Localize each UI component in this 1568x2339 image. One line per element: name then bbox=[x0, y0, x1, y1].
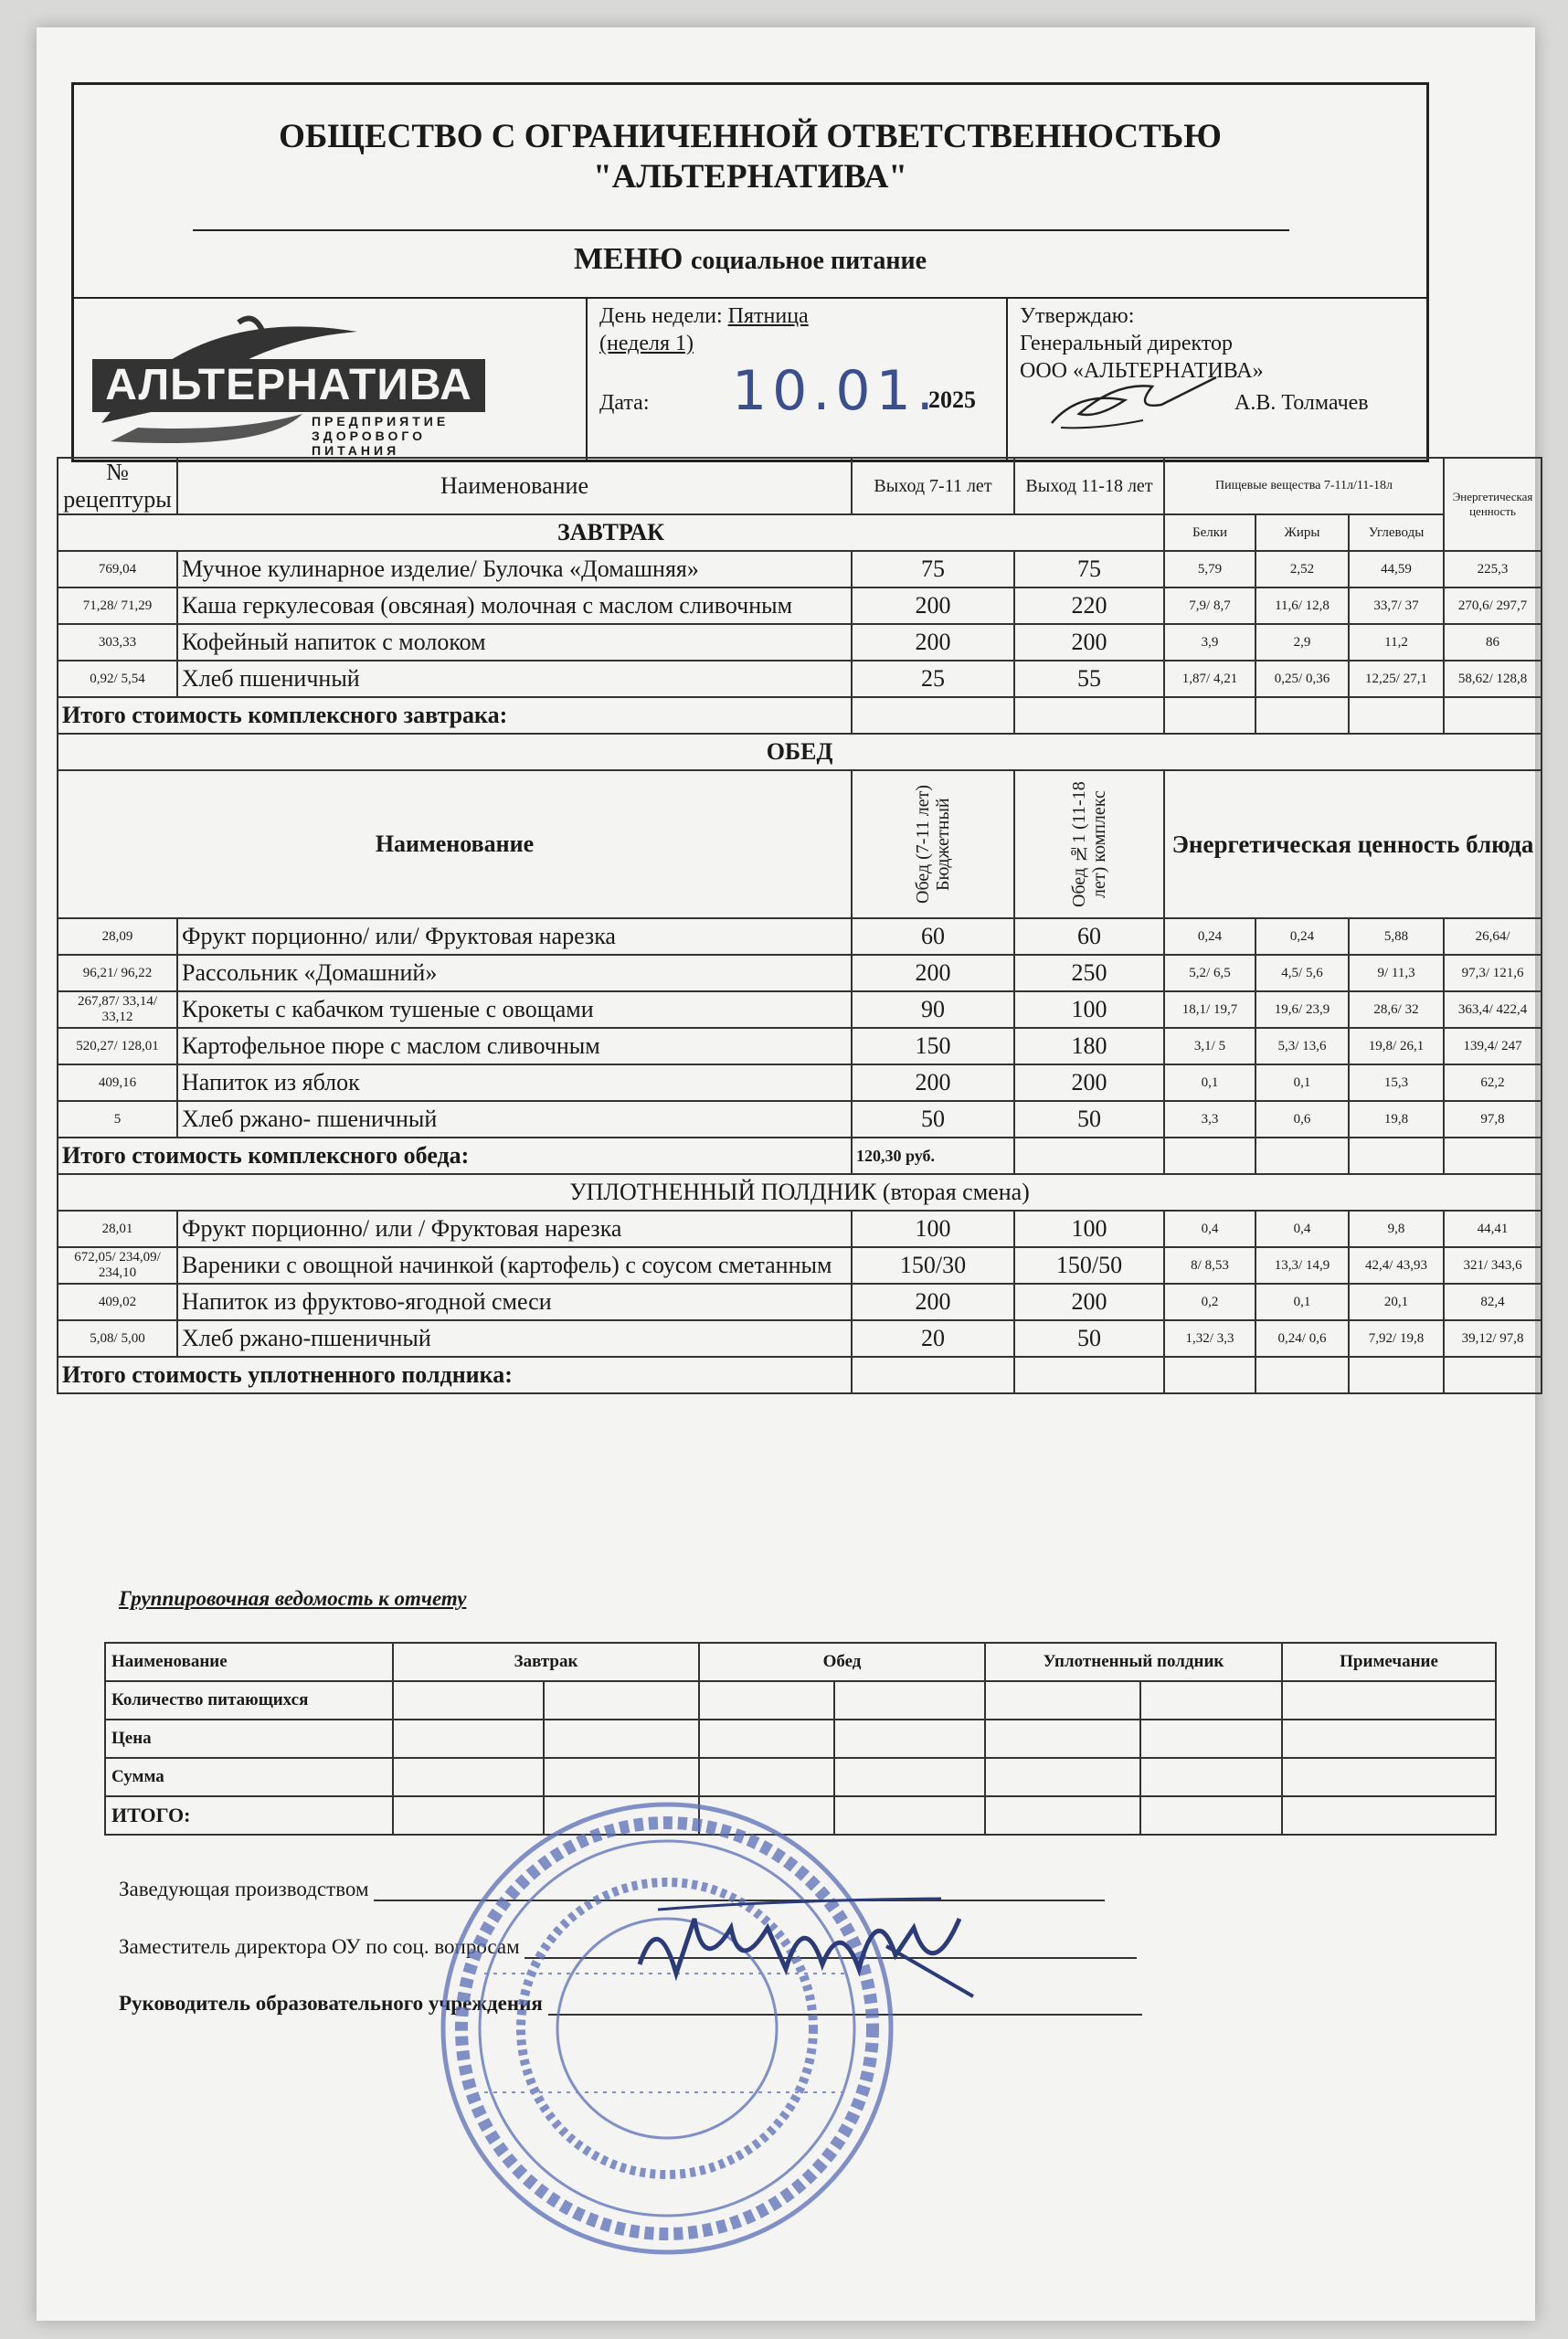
carbs-value: 9/ 11,3 bbox=[1349, 955, 1444, 991]
grouping-header-row bbox=[105, 1643, 1496, 1681]
grouping-row-label: ИТОГО: bbox=[105, 1796, 393, 1835]
recipe-number: 5 bbox=[58, 1101, 177, 1138]
recipe-number: 409,02 bbox=[58, 1284, 177, 1320]
output-11-18: 200 bbox=[1014, 624, 1164, 661]
output-11-18: 50 bbox=[1014, 1320, 1164, 1357]
dish-name: Фрукт порционно/ или/ Фруктовая нарезка bbox=[177, 918, 852, 955]
menu-item-row bbox=[58, 551, 1542, 587]
energy-value: 97,3/ 121,6 bbox=[1444, 955, 1542, 991]
proteins-value: 5,79 bbox=[1164, 551, 1255, 587]
dish-name: Крокеты с кабачком тушеные с овощами bbox=[177, 991, 852, 1028]
carbs-value: 19,8/ 26,1 bbox=[1349, 1028, 1444, 1064]
col-header-output-7-11: Выход 7-11 лет bbox=[852, 458, 1014, 514]
col-header-output-11-18: Выход 11-18 лет bbox=[1014, 458, 1164, 514]
weekday-info bbox=[599, 302, 809, 357]
logo-tagline bbox=[312, 414, 449, 458]
total-value-lunch: 120,30 руб. bbox=[852, 1138, 1014, 1174]
dish-name: Кофейный напиток с молоком bbox=[177, 624, 852, 661]
carbs-value: 12,25/ 27,1 bbox=[1349, 661, 1444, 697]
carbs-value: 42,4/ 43,93 bbox=[1349, 1247, 1444, 1284]
proteins-value: 8/ 8,53 bbox=[1164, 1247, 1255, 1284]
menu-item-row bbox=[58, 1101, 1542, 1138]
proteins-value: 0,24 bbox=[1164, 918, 1255, 955]
section-row-lunch bbox=[58, 734, 1542, 770]
total-row-breakfast bbox=[58, 697, 1542, 734]
carbs-value: 20,1 bbox=[1349, 1284, 1444, 1320]
recipe-number: 5,08/ 5,00 bbox=[58, 1320, 177, 1357]
lunch-col-header-11-18: Обед №1 (11-18 лет) комплекс bbox=[1069, 781, 1109, 907]
energy-value: 139,4/ 247 bbox=[1444, 1028, 1542, 1064]
energy-value: 26,64/ bbox=[1444, 918, 1542, 955]
output-11-18: 60 bbox=[1014, 918, 1164, 955]
menu-item-row bbox=[58, 1284, 1542, 1320]
fats-value: 4,5/ 5,6 bbox=[1255, 955, 1349, 991]
total-row-snack bbox=[58, 1357, 1542, 1393]
approval-line-2: Генеральный директор bbox=[1020, 332, 1234, 355]
output-7-11: 20 bbox=[852, 1320, 1014, 1357]
director-signature bbox=[1043, 364, 1225, 437]
fats-value: 2,52 bbox=[1255, 551, 1349, 587]
date-label: Дата: bbox=[599, 391, 650, 415]
energy-value: 86 bbox=[1444, 624, 1542, 661]
output-11-18: 180 bbox=[1014, 1028, 1164, 1064]
carbs-value: 9,8 bbox=[1349, 1211, 1444, 1247]
menu-title-sub: социальное питание bbox=[690, 247, 927, 275]
table-header-row bbox=[58, 458, 1542, 514]
output-7-11: 100 bbox=[852, 1211, 1014, 1247]
grouping-row-label: Количество питающихся bbox=[105, 1681, 393, 1720]
recipe-number: 28,01 bbox=[58, 1211, 177, 1247]
proteins-value: 0,4 bbox=[1164, 1211, 1255, 1247]
dish-name: Хлеб пшеничный bbox=[177, 661, 852, 697]
grouping-title: Группировочная ведомость к отчету bbox=[119, 1587, 467, 1610]
proteins-value: 5,2/ 6,5 bbox=[1164, 955, 1255, 991]
carbs-value: 44,59 bbox=[1349, 551, 1444, 587]
section-row-breakfast bbox=[58, 514, 1542, 551]
output-7-11: 150 bbox=[852, 1028, 1014, 1064]
lunch-rows bbox=[58, 918, 1542, 1138]
proteins-value: 1,87/ 4,21 bbox=[1164, 661, 1255, 697]
output-11-18: 100 bbox=[1014, 1211, 1164, 1247]
recipe-number: 96,21/ 96,22 bbox=[58, 955, 177, 991]
output-7-11: 90 bbox=[852, 991, 1014, 1028]
output-7-11: 200 bbox=[852, 587, 1014, 624]
output-7-11: 50 bbox=[852, 1101, 1014, 1138]
output-11-18: 50 bbox=[1014, 1101, 1164, 1138]
menu-title bbox=[74, 242, 1426, 277]
grouping-row bbox=[105, 1720, 1496, 1758]
menu-item-row bbox=[58, 991, 1542, 1028]
total-row-lunch bbox=[58, 1138, 1542, 1174]
company-logo bbox=[83, 313, 558, 458]
dish-name: Фрукт порционно/ или / Фруктовая нарезка bbox=[177, 1211, 852, 1247]
recipe-number: 769,04 bbox=[58, 551, 177, 587]
output-7-11: 200 bbox=[852, 955, 1014, 991]
menu-item-row bbox=[58, 1064, 1542, 1101]
energy-value: 97,8 bbox=[1444, 1101, 1542, 1138]
official-stamp bbox=[429, 1791, 905, 2266]
recipe-number: 672,05/ 234,09/ 234,10 bbox=[58, 1247, 177, 1284]
grouping-col-name: Наименование bbox=[105, 1643, 393, 1681]
grouping-row-label: Цена bbox=[105, 1720, 393, 1758]
output-7-11: 200 bbox=[852, 1064, 1014, 1101]
divider bbox=[1006, 297, 1008, 460]
proteins-value: 3,9 bbox=[1164, 624, 1255, 661]
logo-tagline-1: ПРЕДПРИЯТИЕ bbox=[312, 414, 450, 429]
dish-name: Каша геркулесовая (овсяная) молочная с маслом сливочным bbox=[177, 587, 852, 624]
fats-value: 11,6/ 12,8 bbox=[1255, 587, 1349, 624]
signature-label: Руководитель образовательного учреждения bbox=[119, 1992, 543, 2015]
dish-name: Напиток из яблок bbox=[177, 1064, 852, 1101]
grouping-row-label: Сумма bbox=[105, 1758, 393, 1796]
menu-table bbox=[57, 457, 1542, 1394]
breakfast-rows bbox=[58, 551, 1542, 697]
dish-name: Хлеб ржано- пшеничный bbox=[177, 1101, 852, 1138]
fats-value: 0,24/ 0,6 bbox=[1255, 1320, 1349, 1357]
carbs-value: 28,6/ 32 bbox=[1349, 991, 1444, 1028]
section-title-breakfast: ЗАВТРАК bbox=[58, 514, 1164, 551]
col-header-number: № рецептуры bbox=[58, 458, 177, 514]
signature-label: Заведующая производством bbox=[119, 1878, 369, 1900]
output-7-11: 75 bbox=[852, 551, 1014, 587]
recipe-number: 409,16 bbox=[58, 1064, 177, 1101]
weekday-value: Пятница bbox=[727, 304, 809, 328]
recipe-number: 303,33 bbox=[58, 624, 177, 661]
energy-value: 62,2 bbox=[1444, 1064, 1542, 1101]
dish-name: Вареники с овощной начинкой (картофель) с соусом сметанным bbox=[177, 1247, 852, 1284]
date-year: 2025 bbox=[928, 386, 976, 413]
output-11-18: 220 bbox=[1014, 587, 1164, 624]
col-header-carbs: Углеводы bbox=[1349, 514, 1444, 551]
org-line-1: ОБЩЕСТВО С ОГРАНИЧЕННОЙ ОТВЕТСТВЕННОСТЬЮ bbox=[279, 118, 1222, 155]
divider bbox=[193, 229, 1289, 231]
menu-item-row bbox=[58, 918, 1542, 955]
director-name: А.В. Толмачев bbox=[1234, 391, 1369, 415]
section-row-snack bbox=[58, 1174, 1542, 1211]
recipe-number: 267,87/ 33,14/ 33,12 bbox=[58, 991, 177, 1028]
proteins-value: 7,9/ 8,7 bbox=[1164, 587, 1255, 624]
total-label-breakfast: Итого стоимость комплексного завтрака: bbox=[58, 697, 852, 734]
carbs-value: 5,88 bbox=[1349, 918, 1444, 955]
energy-value: 44,41 bbox=[1444, 1211, 1542, 1247]
divider bbox=[74, 297, 1426, 299]
output-7-11: 200 bbox=[852, 624, 1014, 661]
fats-value: 0,24 bbox=[1255, 918, 1349, 955]
col-header-name: Наименование bbox=[177, 458, 852, 514]
section-title-snack: УПЛОТНЕННЫЙ ПОЛДНИК (вторая смена) bbox=[58, 1174, 1542, 1211]
energy-value: 82,4 bbox=[1444, 1284, 1542, 1320]
grouping-col-breakfast: Завтрак bbox=[393, 1643, 699, 1681]
recipe-number: 71,28/ 71,29 bbox=[58, 587, 177, 624]
lunch-header-row bbox=[58, 770, 1542, 918]
fats-value: 0,4 bbox=[1255, 1211, 1349, 1247]
energy-value: 58,62/ 128,8 bbox=[1444, 661, 1542, 697]
menu-item-row bbox=[58, 1211, 1542, 1247]
menu-item-row bbox=[58, 587, 1542, 624]
col-header-nutrients: Пищевые вещества 7-11л/11-18л bbox=[1164, 458, 1444, 514]
menu-item-row bbox=[58, 661, 1542, 697]
fats-value: 0,1 bbox=[1255, 1284, 1349, 1320]
week-number: (неделя 1) bbox=[599, 332, 694, 355]
fats-value: 13,3/ 14,9 bbox=[1255, 1247, 1349, 1284]
section-title-lunch: ОБЕД bbox=[58, 734, 1542, 770]
lunch-col-header-energy: Энергетическая ценность блюда bbox=[1164, 770, 1542, 918]
dish-name: Рассольник «Домашний» bbox=[177, 955, 852, 991]
dish-name: Напиток из фруктово-ягодной смеси bbox=[177, 1284, 852, 1320]
snack-rows bbox=[58, 1211, 1542, 1357]
lunch-col-header-7-11: Обед (7-11 лет) Бюджетный bbox=[913, 785, 953, 904]
signature-label: Заместитель директора ОУ по соц. вопросам bbox=[119, 1935, 520, 1958]
menu-item-row bbox=[58, 624, 1542, 661]
grouping-col-note: Примечание bbox=[1282, 1643, 1496, 1681]
total-label-snack: Итого стоимость уплотненного полдника: bbox=[58, 1357, 852, 1393]
weekday-label: День недели: bbox=[599, 304, 723, 328]
output-11-18: 250 bbox=[1014, 955, 1164, 991]
fats-value: 19,6/ 23,9 bbox=[1255, 991, 1349, 1028]
grouping-col-snack: Уплотненный полдник bbox=[985, 1643, 1282, 1681]
output-11-18: 200 bbox=[1014, 1064, 1164, 1101]
energy-value: 363,4/ 422,4 bbox=[1444, 991, 1542, 1028]
output-11-18: 75 bbox=[1014, 551, 1164, 587]
carbs-value: 33,7/ 37 bbox=[1349, 587, 1444, 624]
proteins-value: 0,1 bbox=[1164, 1064, 1255, 1101]
output-11-18: 200 bbox=[1014, 1284, 1164, 1320]
output-11-18: 150/50 bbox=[1014, 1247, 1164, 1284]
carbs-value: 15,3 bbox=[1349, 1064, 1444, 1101]
carbs-value: 19,8 bbox=[1349, 1101, 1444, 1138]
output-7-11: 200 bbox=[852, 1284, 1014, 1320]
col-header-fats: Жиры bbox=[1255, 514, 1349, 551]
header-block bbox=[71, 82, 1429, 462]
energy-value: 270,6/ 297,7 bbox=[1444, 587, 1542, 624]
proteins-value: 3,3 bbox=[1164, 1101, 1255, 1138]
carbs-value: 11,2 bbox=[1349, 624, 1444, 661]
col-header-proteins: Белки bbox=[1164, 514, 1255, 551]
organization-name bbox=[74, 117, 1426, 197]
head-signature bbox=[630, 1891, 987, 2001]
output-7-11: 150/30 bbox=[852, 1247, 1014, 1284]
proteins-value: 0,2 bbox=[1164, 1284, 1255, 1320]
logo-wordmark: АЛЬТЕРНАТИВА bbox=[92, 359, 485, 412]
approval-line-1: Утверждаю: bbox=[1020, 304, 1135, 328]
output-11-18: 100 bbox=[1014, 991, 1164, 1028]
dish-name: Картофельное пюре с маслом сливочным bbox=[177, 1028, 852, 1064]
fats-value: 5,3/ 13,6 bbox=[1255, 1028, 1349, 1064]
logo-tagline-3: ПИТАНИЯ bbox=[312, 443, 400, 458]
dish-name: Мучное кулинарное изделие/ Булочка «Домашняя» bbox=[177, 551, 852, 587]
output-7-11: 25 bbox=[852, 661, 1014, 697]
approval-line-3: ООО «АЛЬТЕРНАТИВА» bbox=[1020, 359, 1264, 383]
energy-value: 39,12/ 97,8 bbox=[1444, 1320, 1542, 1357]
col-header-energy: Энергетическая ценность bbox=[1444, 458, 1542, 551]
dish-name: Хлеб ржано-пшеничный bbox=[177, 1320, 852, 1357]
date-handwritten: 10.01. bbox=[732, 359, 939, 423]
logo-tagline-2: ЗДОРОВОГО bbox=[312, 429, 426, 443]
output-7-11: 60 bbox=[852, 918, 1014, 955]
fats-value: 2,9 bbox=[1255, 624, 1349, 661]
org-line-2: "АЛЬТЕРНАТИВА" bbox=[593, 158, 907, 196]
menu-item-row bbox=[58, 1028, 1542, 1064]
recipe-number: 520,27/ 128,01 bbox=[58, 1028, 177, 1064]
grouping-row bbox=[105, 1681, 1496, 1720]
fats-value: 0,1 bbox=[1255, 1064, 1349, 1101]
output-11-18: 55 bbox=[1014, 661, 1164, 697]
proteins-value: 1,32/ 3,3 bbox=[1164, 1320, 1255, 1357]
menu-item-row bbox=[58, 1320, 1542, 1357]
proteins-value: 18,1/ 19,7 bbox=[1164, 991, 1255, 1028]
lunch-col-header-name: Наименование bbox=[58, 770, 852, 918]
energy-value: 321/ 343,6 bbox=[1444, 1247, 1542, 1284]
fats-value: 0,25/ 0,36 bbox=[1255, 661, 1349, 697]
menu-item-row bbox=[58, 1247, 1542, 1284]
total-label-lunch: Итого стоимость комплексного обеда: bbox=[58, 1138, 852, 1174]
proteins-value: 3,1/ 5 bbox=[1164, 1028, 1255, 1064]
recipe-number: 0,92/ 5,54 bbox=[58, 661, 177, 697]
carbs-value: 7,92/ 19,8 bbox=[1349, 1320, 1444, 1357]
divider bbox=[586, 297, 588, 460]
recipe-number: 28,09 bbox=[58, 918, 177, 955]
energy-value: 225,3 bbox=[1444, 551, 1542, 587]
menu-item-row bbox=[58, 955, 1542, 991]
menu-title-main: МЕНЮ bbox=[573, 242, 683, 276]
grouping-col-lunch: Обед bbox=[699, 1643, 985, 1681]
fats-value: 0,6 bbox=[1255, 1101, 1349, 1138]
